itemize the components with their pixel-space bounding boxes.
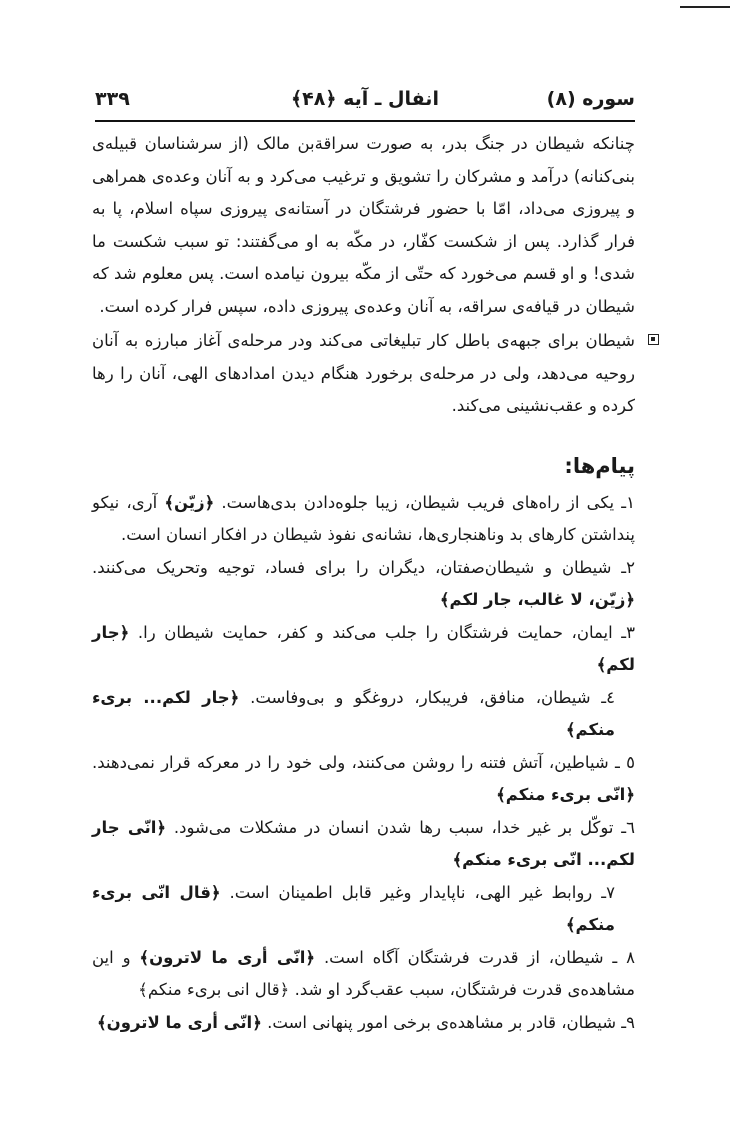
message-text: ۷ـ روابط غیر الهی، ناپایدار وغیر قابل اطمینان است. — [220, 882, 615, 902]
quran-quote: ﴿انّی أری ما لاترون﴾ — [139, 947, 316, 967]
message-text: ۹ـ شیطان، قادر بر مشاهده‌ی برخی امور پنهانی است. — [261, 1012, 635, 1032]
quran-quote: ﴿زیّن، لا غالب، جار لکم﴾ — [439, 590, 635, 609]
message-item — [92, 1007, 635, 1040]
bullet-note — [92, 325, 635, 423]
verse-title: انفال ـ آیه ﴿۴۸﴾ — [291, 88, 439, 110]
quran-quote: ﴿انّی جار لکم... انّی بریء منکم﴾ — [92, 817, 635, 869]
message-item — [92, 552, 635, 617]
message-text: ۸ ـ شیطان، از قدرت فرشتگان آگاه است. — [315, 947, 635, 967]
bullet-paragraph: شیطان برای جبهه‌ی باطل کار تبلیغاتی می‌کند ودر مرحله‌ی آغاز مبارزه به آنان روحیه می‌دهد، ولی در مرحله‌ی برخورد هنگام دیدن امدادهای الهی، آنان را رها کرده و عقب‌نشینی می‌کند. — [92, 331, 635, 415]
page-content — [92, 128, 635, 1039]
message-item — [92, 747, 635, 812]
message-item — [92, 812, 635, 877]
surah-label: سوره (۸) — [546, 88, 635, 110]
message-text: ٦ـ توکّل بر غیر خدا، سبب رها شدن انسان در مشکلات می‌شود. — [166, 817, 635, 837]
message-text: ۳ـ ایمان، حمایت فرشتگان را جلب می‌کند و کفر، حمایت شیطان را. — [129, 622, 635, 642]
message-item — [92, 682, 635, 747]
message-item — [92, 877, 635, 942]
page-number: ۳۳۹ — [95, 88, 130, 110]
quran-quote: ﴿انّی أری ما لاترون﴾ — [96, 1012, 262, 1032]
header-divider — [95, 120, 635, 122]
quran-quote: ﴿جار لکم... بریء منکم﴾ — [92, 687, 615, 739]
intro-paragraph: چنانکه شیطان در جنگ بدر، به صورت سراقةبن مالک (از سرشناسان قبیله‌ی بنی‌کنانه) درآمد و مشرکان را تشویق و ترغیب می‌کرد و به آنان وعده‌ی همراهی و پیروزی می‌داد، امّا با حضور فرشتگان در آستانه‌ی پیروزی سپاه اسلام، پا به فرار گذارد. پس از شکست کفّار، در مکّه به او می‌گفتند: تو سبب شکست ما شدی! و او قسم می‌خورد که حتّی از مکّه بیرون نیامده است. پس معلوم شد که شیطان در قیافه‌ی سراقه، به آنان وعده‌ی پیروزی داده، سپس فرار کرده است. — [92, 134, 635, 316]
message-text: ۲ـ شیطان و شیطان‌صفتان، دیگران را برای فساد، توجیه وتحریک می‌کنند. — [92, 557, 635, 577]
square-bullet-icon — [648, 334, 659, 345]
messages-list — [92, 487, 635, 1040]
quran-quote: ﴿زیّن﴾ — [164, 492, 215, 512]
quran-quote: ﴿قال انّی بریء منکم﴾ — [92, 882, 615, 934]
message-item — [92, 942, 635, 1007]
message-text: ٤ـ شیطان، منافق، فریبکار، دروغگو و بی‌وفاست. — [239, 687, 615, 707]
message-text: ۱ـ یکی از راه‌های فریب شیطان، زیبا جلوه‌دادن بدی‌هاست. — [214, 492, 635, 512]
page-corner-mark — [680, 6, 730, 8]
quran-quote: ﴿انّی بریء منکم﴾ — [496, 785, 635, 804]
quran-quote: ﴿جار لکم﴾ — [92, 622, 635, 674]
message-text-after: و این مشاهده‌ی قدرت فرشتگان، سبب عقب‌گرد او شد. ﴿قال انی بریء منکم﴾ — [92, 947, 635, 999]
message-text-after: آری، نیکو پنداشتن کارهای بد وناهنجاری‌ها، نشانه‌ی نفوذ شیطان در افکار انسان است. — [92, 492, 635, 544]
message-item — [92, 487, 635, 552]
message-item — [92, 617, 635, 682]
message-text: ٥ ـ شیاطین، آتش فتنه را روشن می‌کنند، ولی خود را در معرکه قرار نمی‌دهند. — [92, 752, 635, 772]
page-header — [95, 88, 635, 116]
messages-heading: پیام‌ها: — [564, 453, 635, 478]
